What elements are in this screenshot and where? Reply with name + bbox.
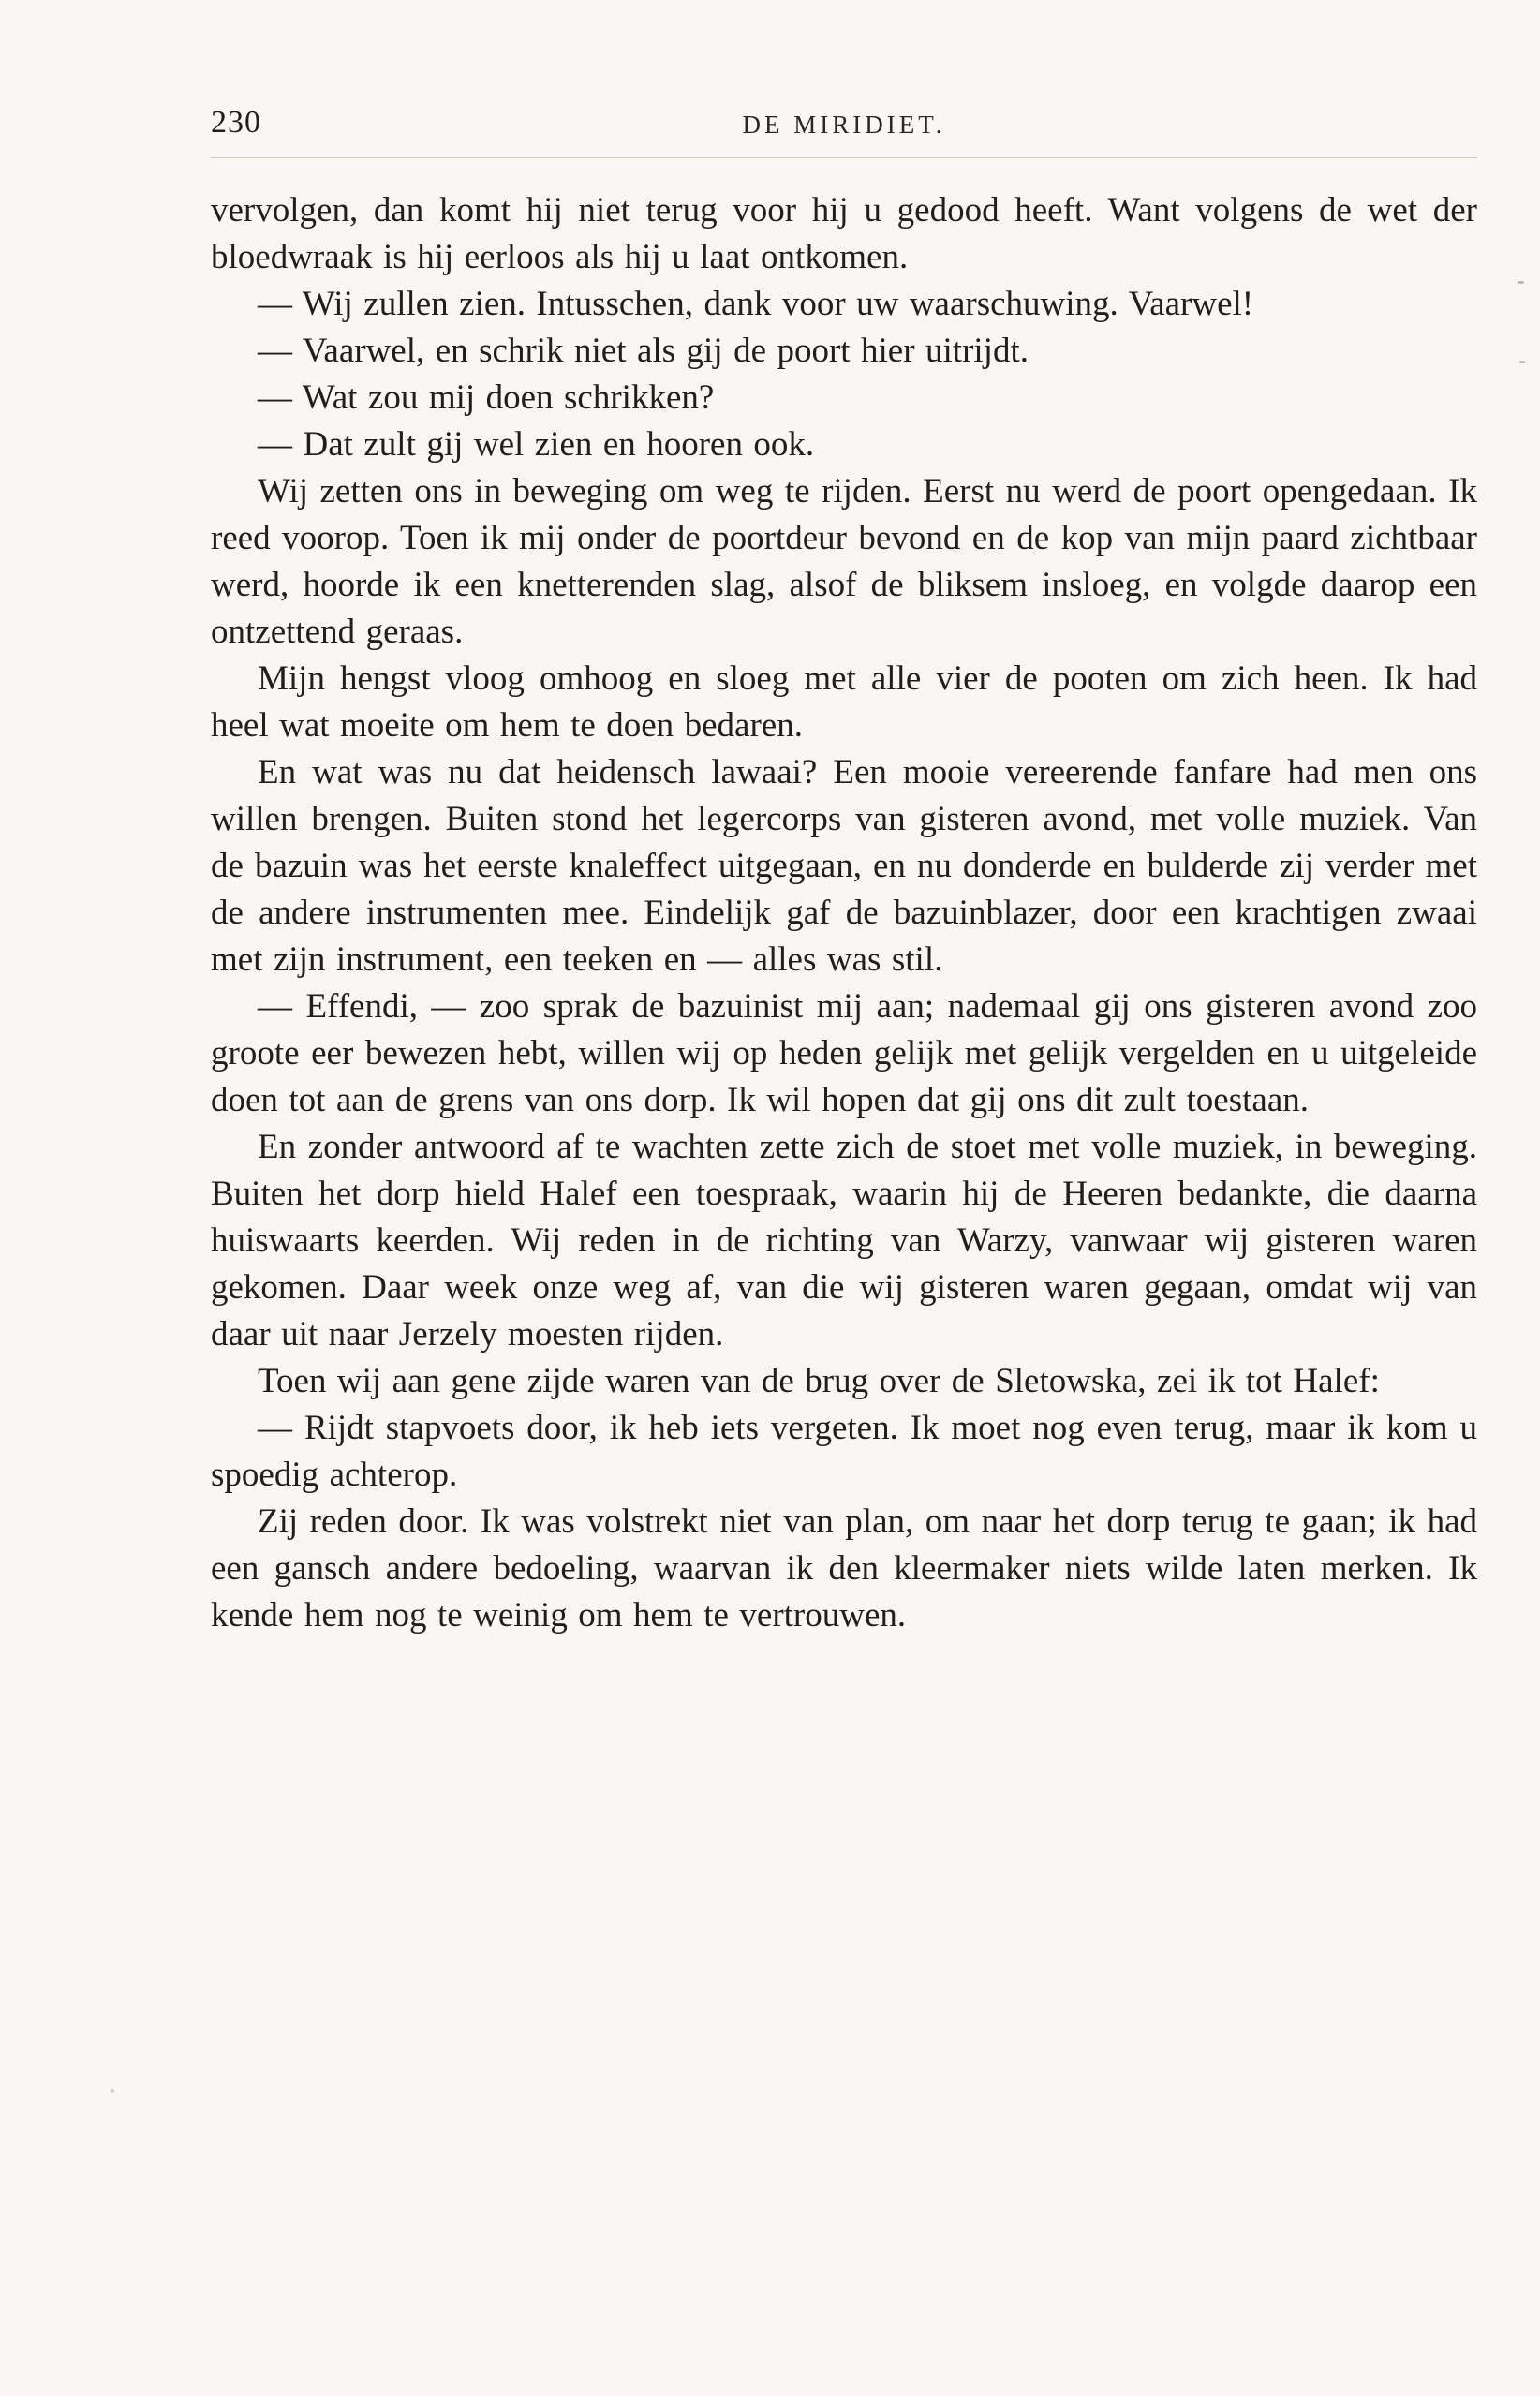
paragraph: — Wij zullen zien. Intusschen, dank voor uw waarschuwing. Vaarwel! bbox=[258, 285, 1254, 323]
page-number: 230 bbox=[211, 105, 261, 140]
running-head-rule bbox=[211, 157, 1477, 158]
paragraph: — Effendi, — zoo sprak de bazuinist mij aan; nademaal gij ons gisteren avond zoo groote eer bewezen hebt, willen wij op heden gelijk met gelijk vergelden en u uitgeleide doen tot aan de grens van ons dorp. Ik wil hopen dat gij ons dit zult toestaan. bbox=[211, 987, 1477, 1119]
scan-speck bbox=[1519, 361, 1525, 363]
paragraph: — Dat zult gij wel zien en hooren ook. bbox=[258, 425, 815, 464]
running-head-title: DE MIRIDIET. bbox=[742, 111, 946, 139]
scan-speck bbox=[1518, 281, 1524, 284]
paragraph: En zonder antwoord af te wachten zette zich de stoet met volle muziek, in beweging. Buiten het dorp hield Halef een toespraak, waarin hij de Heeren bedankte, die daarna huiswaarts keerden. Wij reden in de richting van Warzy, vanwaar wij gisteren waren gekomen. Daar week onze weg af, van die wij gisteren waren gegaan, omdat wij van daar uit naar Jerzely moesten rijden. bbox=[211, 1128, 1477, 1353]
scan-speck bbox=[111, 2089, 114, 2093]
paragraph: vervolgen, dan komt hij niet terug voor hij u gedood heeft. Want volgens de wet der bloedwraak is hij eerloos als hij u laat ontkomen. bbox=[211, 191, 1477, 276]
book-page bbox=[211, 105, 1477, 1639]
paragraph: Wij zetten ons in beweging om weg te rijden. Eerst nu werd de poort opengedaan. Ik reed voorop. Toen ik mij onder de poortdeur bevond en de kop van mijn paard zichtbaar werd, hoorde ik een knetterenden slag, alsof de bliksem insloeg, en volgde daarop een ontzettend geraas. bbox=[211, 472, 1477, 651]
paragraph: En wat was nu dat heidensch lawaai? Een mooie vereerende fanfare had men ons willen brengen. Buiten stond het legercorps van gisteren avond, met volle muziek. Van de bazuin was het eerste knaleffect uitgegaan, en nu donderde en bulderde zij verder met de andere instrumenten mee. Eindelijk gaf de bazuinblazer, door een krachtigen zwaai met zijn instrument, een teeken en — alles was stil. bbox=[211, 753, 1477, 979]
paragraph: — Rijdt stapvoets door, ik heb iets vergeten. Ik moet nog even terug, maar ik kom u spoedig achterop. bbox=[211, 1409, 1477, 1494]
paragraph: Toen wij aan gene zijde waren van de brug over de Sletowska, zei ik tot Halef: bbox=[258, 1362, 1380, 1400]
paragraph: Zij reden door. Ik was volstrekt niet van plan, om naar het dorp terug te gaan; ik had een gansch andere bedoeling, waarvan ik den kleermaker niets wilde laten merken. Ik kende hem nog te weinig om hem te vertrouwen. bbox=[211, 1502, 1477, 1634]
running-head bbox=[211, 105, 1477, 170]
paragraph: — Wat zou mij doen schrikken? bbox=[258, 378, 715, 417]
page-body bbox=[211, 187, 1477, 1639]
paragraph: Mijn hengst vloog omhoog en sloeg met alle vier de pooten om zich heen. Ik had heel wat moeite om hem te doen bedaren. bbox=[211, 659, 1477, 745]
paragraph: — Vaarwel, en schrik niet als gij de poort hier uitrijdt. bbox=[258, 332, 1029, 370]
